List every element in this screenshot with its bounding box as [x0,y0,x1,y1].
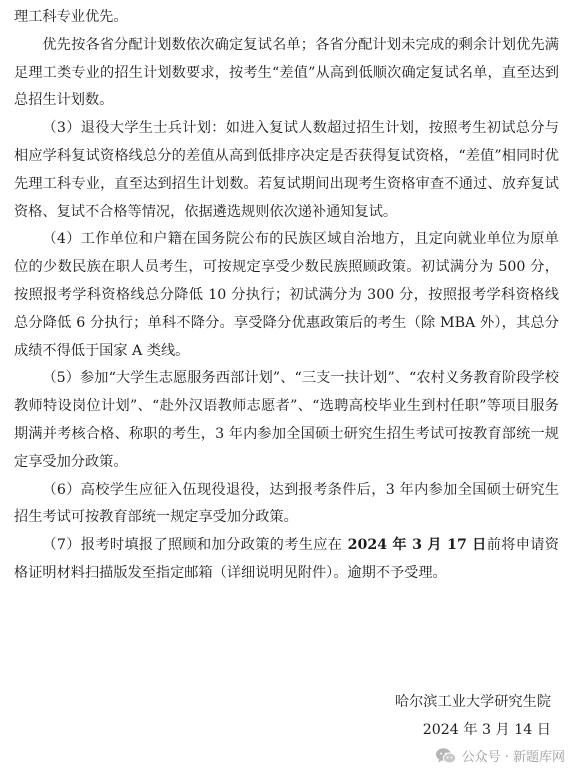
paragraph-enlisted-students: （6）高校学生应征入伍现役退役，达到报考条件后，3 年内参加全国硕士研究生招生考试可按教育部统一规定享受加分政策。 [14,481,559,526]
signature-org: 哈尔滨工业大学研究生院 [394,694,551,710]
deadline-text-after: 前将申请资格证明材料扫描版发至指定邮箱（详细说明见附件）。逾期不予受理。 [14,537,559,581]
paragraph-veteran-plan: （3）退役大学生士兵计划：如进入复试人数超过招生计划，按照考生初试总分与相应学科复试资格线总分的差值从高到低排序决定是否获得复试资格，“差值”相同时优先理工科专业，直至达到招生计划数。若复试期间出现考生资格审查不通过、放弃复试资格、复试不合格等情况，依据遴选规则依次递补通知复试。 [14,120,559,220]
document-body [14,4,559,588]
deadline-text-before: （7）报考时填报了照顾和加分政策的考生应在 [42,537,343,554]
signature-block [395,688,551,744]
paragraph-service-programs: （5）参加“大学生志愿服务西部计划”、“三支一扶计划”、“农村义务教育阶段学校教师特设岗位计划”、“赴外汉语教师志愿者”、“选聘高校毕业生到村任职”等项目服务期满并考核合格、称职的考生，3 年内参加全国硕士研究生招生考试可按教育部统一规定享受加分政策。 [14,370,559,470]
paragraph-allocation: 优先按各省分配计划数依次确定复试名单；各省分配计划未完成的剩余计划优先满足理工类专业的招生计划数要求，按考生“差值”从高到低顺次确定复试名单，直至达到总招生计划数。 [14,36,559,109]
watermark-text: 公众号 · 新题库网 [461,750,565,765]
paragraph-minority-policy: （4）工作单位和户籍在国务院公布的民族区域自治地方，且定向就业单位为原单位的少数民族在职人员考生，可按规定享受少数民族照顾政策。初试满分为 500 分，按照报考学科资格线总分降低 10 分执行；初试满分为 300 分，按照报考学科资格线总分降低 6 分执行；单科不降分。享受降分优惠政策后的考生（除 MBA 外），其总分成绩不得低于国家 A 类线。 [14,231,559,359]
watermark [435,746,565,765]
signature-date: 2024 年 3 月 14 日 [422,722,551,738]
wechat-icon [435,747,457,765]
deadline-date: 2024 年 3 月 17 日 [342,537,487,554]
paragraph-deadline [14,532,559,588]
lead-line: 理工科专业优先。 [14,9,128,25]
